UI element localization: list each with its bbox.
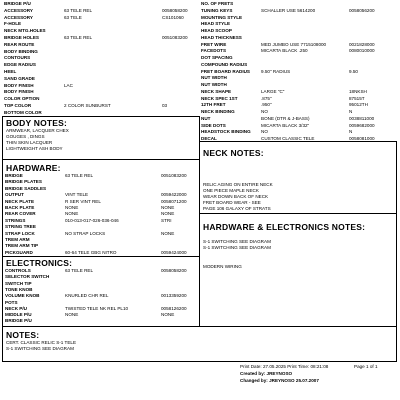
print-date: Print Date: 27.05.2025 Print Time: 08:21:08 bbox=[240, 364, 329, 369]
spec-code: 0080010000 bbox=[349, 48, 375, 54]
spec-row bbox=[199, 15, 397, 21]
body-notes-box bbox=[2, 116, 200, 160]
spec-label: SIDE DOTS bbox=[201, 122, 226, 128]
spec-value: 63 TELE REL bbox=[65, 173, 94, 178]
note-line: CERT. CLASSIC RELIC S-1 TELE bbox=[6, 340, 77, 345]
spec-label: ACCESSORY bbox=[4, 14, 33, 20]
spec-row bbox=[3, 312, 199, 318]
spec-row bbox=[199, 42, 397, 48]
spec-label: BRIDGE SADDLES bbox=[5, 185, 47, 191]
electronics-spec-list bbox=[3, 268, 199, 326]
spec-value: KNURLED CHR REL bbox=[65, 293, 109, 299]
spec-label: NUT bbox=[201, 115, 211, 121]
spec-value: 010-013-017-026-036-046 bbox=[65, 217, 119, 223]
hardware-spec-list bbox=[3, 173, 199, 257]
spec-code: 0059682000 bbox=[349, 122, 375, 128]
body-spec-list bbox=[2, 0, 199, 118]
spec-label: EDGE RADIUS bbox=[4, 62, 36, 68]
spec-code: 0038811000 bbox=[349, 115, 375, 121]
spec-row bbox=[3, 192, 199, 198]
spec-row bbox=[199, 109, 397, 115]
spec-value: MED JUMBO USE 7715108000 bbox=[261, 41, 327, 47]
spec-row bbox=[3, 268, 199, 274]
spec-value: 63 TELE REL bbox=[64, 35, 93, 40]
spec-row bbox=[2, 42, 199, 48]
created-by bbox=[240, 371, 292, 377]
spec-code: 18NKSH bbox=[349, 88, 367, 94]
spec-row bbox=[199, 1, 397, 7]
spec-label: BRIDGE P/U bbox=[4, 1, 31, 6]
hw-note-line: S-1 SWITCHING SEE DIAGRAM bbox=[203, 239, 271, 244]
spec-label: COMPOUND RADIUS bbox=[201, 61, 248, 67]
spec-value: NONE bbox=[65, 211, 79, 217]
spec-row bbox=[3, 306, 199, 312]
spec-row bbox=[3, 293, 199, 299]
spec-row bbox=[2, 96, 199, 102]
spec-label: BRIDGE bbox=[5, 173, 23, 178]
spec-value: NONE bbox=[65, 205, 79, 210]
spec-code: 0013359200 bbox=[161, 293, 187, 299]
spec-label: REAR ROUTE bbox=[4, 41, 35, 47]
spec-label: HEAD SCOOP bbox=[201, 28, 232, 33]
neck-notes-box bbox=[199, 141, 397, 214]
spec-value: 60-64 TELE GBG NITRO bbox=[65, 249, 117, 255]
spec-label: NO. OF FRETS bbox=[201, 1, 234, 6]
spec-label: NECK PLATE bbox=[5, 198, 35, 204]
spec-label: STRING TREE bbox=[5, 224, 36, 230]
spec-value: .875" bbox=[261, 95, 272, 101]
spec-label: NUT WIDTH bbox=[201, 75, 227, 81]
spec-label: BRIDGE P/U bbox=[5, 318, 32, 324]
spec-label: SWITCH TIP bbox=[5, 280, 32, 286]
spec-row bbox=[199, 55, 397, 61]
neck-note-line: RELIC AGING ON ENTIRE NECK bbox=[203, 182, 273, 187]
spec-value: NONE bbox=[65, 312, 79, 318]
spec-label: DOT SPACING bbox=[201, 55, 233, 60]
spec-code: 0058058200 bbox=[162, 7, 188, 13]
spec-value: LARGE "C" bbox=[261, 88, 285, 94]
spec-code: N bbox=[349, 129, 353, 135]
spec-row bbox=[2, 28, 199, 34]
spec-row bbox=[3, 287, 199, 293]
spec-label: CONTROLS bbox=[5, 268, 31, 273]
spec-code: 9.50 bbox=[349, 68, 358, 74]
spec-label: NECK BINDING bbox=[201, 109, 235, 114]
spec-value: SCHALLER USE 5614200 bbox=[261, 7, 316, 13]
spec-row bbox=[2, 49, 199, 55]
spec-row bbox=[2, 55, 199, 61]
spec-row bbox=[3, 281, 199, 287]
spec-row bbox=[199, 82, 397, 88]
hw-notes-title: HARDWARE & ELECTRONICS NOTES: bbox=[203, 222, 366, 232]
spec-label: FRET BOARD RADIUS bbox=[201, 68, 250, 74]
spec-label: BODY FINISH bbox=[4, 82, 34, 88]
spec-row bbox=[3, 199, 199, 205]
spec-label: STRAP LOCK bbox=[5, 230, 35, 236]
spec-row bbox=[2, 110, 199, 116]
spec-value: NO STRAP LOCKS bbox=[65, 230, 106, 236]
spec-code: 0058058200 bbox=[161, 268, 187, 273]
spec-row bbox=[2, 89, 199, 95]
spec-label: NECK P/U bbox=[5, 305, 27, 311]
page-number: Page 1 of 1 bbox=[354, 364, 378, 369]
spec-row bbox=[199, 116, 397, 122]
spec-row bbox=[199, 48, 397, 54]
spec-label: HEAD STYLE bbox=[201, 21, 231, 27]
neck-note-line: WEAR DOWN BACK OF NECK bbox=[203, 194, 269, 199]
spec-row bbox=[3, 237, 199, 243]
spec-code: 0051083200 bbox=[161, 173, 187, 178]
changed-by bbox=[240, 378, 319, 384]
spec-code: 0058071200 bbox=[161, 198, 187, 204]
spec-label: TREM ARM bbox=[5, 237, 30, 242]
spec-code: N bbox=[349, 109, 353, 114]
spec-code: CS101060 bbox=[162, 14, 184, 20]
spec-code: NONE bbox=[161, 230, 175, 236]
spec-row bbox=[199, 35, 397, 41]
body-notes-title: BODY NOTES: bbox=[6, 118, 68, 128]
spec-row bbox=[2, 69, 199, 75]
spec-label: ACCESSORY bbox=[4, 7, 33, 13]
hw-note-line: MODERN WIRING bbox=[203, 264, 242, 269]
spec-value: R SER VINT REL bbox=[65, 198, 101, 204]
spec-row bbox=[3, 205, 199, 211]
spec-code: NONE bbox=[161, 312, 175, 318]
spec-row bbox=[2, 8, 199, 14]
spec-row bbox=[3, 186, 199, 192]
body-note-line: LIGHTWEIGHT ASH BODY bbox=[6, 146, 63, 151]
body-note-line: THIN SKIN LACQUER bbox=[6, 140, 53, 145]
spec-row bbox=[3, 243, 199, 249]
electronics-box bbox=[2, 256, 200, 327]
spec-label: REAR COVER bbox=[5, 211, 36, 217]
spec-row bbox=[2, 1, 199, 7]
spec-label: COLOR OPTION bbox=[4, 96, 40, 102]
spec-value: MICARTA BLACK .250 bbox=[261, 48, 308, 54]
spec-label: STRINGS bbox=[5, 217, 26, 223]
spec-label: MIDDLE P/U bbox=[5, 312, 32, 318]
spec-value: NO bbox=[261, 129, 268, 135]
spec-row bbox=[3, 224, 199, 230]
spec-label: TONE KNOB bbox=[5, 286, 33, 292]
note-line: S-1 SWITCHING SEE DIAGRAM bbox=[6, 346, 74, 351]
spec-label: POTS bbox=[5, 299, 18, 305]
neck-spec-list bbox=[199, 0, 397, 142]
spec-label: 12TH FRET bbox=[201, 102, 226, 108]
spec-row bbox=[2, 76, 199, 82]
spec-label: HEEL bbox=[4, 69, 17, 74]
spec-label: OUTPUT bbox=[5, 192, 24, 198]
spec-code: 87515T bbox=[349, 95, 365, 101]
spec-code: 0058056200 bbox=[349, 7, 375, 13]
spec-code: 03 bbox=[162, 103, 168, 108]
spec-label: NUT WIDTH bbox=[201, 82, 227, 87]
spec-row bbox=[3, 300, 199, 306]
spec-label: NECK SPEC 1ST bbox=[201, 95, 238, 101]
spec-label: NECK MTG.HOLES bbox=[4, 28, 46, 34]
spec-label: BRIDGE PLATES bbox=[5, 179, 42, 185]
electronics-title: ELECTRONICS: bbox=[6, 258, 73, 268]
spec-row bbox=[199, 129, 397, 135]
spec-label: BODY BINDING bbox=[4, 48, 38, 54]
spec-row bbox=[199, 69, 397, 75]
spec-label: VOLUME KNOB bbox=[5, 293, 40, 299]
spec-code: 95012TH bbox=[349, 102, 368, 108]
spec-label: TUNING KEYS bbox=[201, 7, 233, 13]
spec-row bbox=[199, 8, 397, 14]
spec-code: 0021828000 bbox=[349, 41, 375, 47]
spec-value: 63 TELE bbox=[64, 14, 82, 20]
spec-label: F-HOLE bbox=[4, 21, 22, 27]
spec-row bbox=[199, 89, 397, 95]
spec-row bbox=[199, 102, 397, 108]
spec-value: 9.50" RADIUS bbox=[261, 68, 291, 74]
notes-box bbox=[2, 326, 397, 362]
spec-value: TWISTED TELE NK REL PL10 bbox=[65, 305, 129, 311]
spec-row bbox=[2, 83, 199, 89]
spec-label: PICKGUARD bbox=[5, 249, 33, 255]
spec-label: SAND GRADE bbox=[4, 75, 35, 81]
changed-by-text: Changed by: JREYNOSO 25.07.2007 bbox=[240, 378, 319, 383]
spec-label: TREM ARM TIP bbox=[5, 243, 39, 249]
spec-code: 0058081000 bbox=[349, 136, 375, 141]
spec-label: FRET WIRE bbox=[201, 41, 227, 47]
spec-label: BOTTOM COLOR bbox=[4, 109, 42, 115]
neck-note-line: PAGE 106 GALAXY OF STRATS bbox=[203, 206, 271, 211]
spec-value: 63 TELE REL bbox=[64, 7, 93, 13]
spec-row bbox=[3, 173, 199, 179]
spec-row bbox=[2, 35, 199, 41]
spec-row bbox=[3, 250, 199, 256]
spec-row bbox=[199, 28, 397, 34]
spec-value: BONE (DTR & J-BASS) bbox=[261, 115, 310, 121]
spec-row bbox=[199, 21, 397, 27]
spec-label: BRIDGE HOLES bbox=[4, 35, 39, 40]
spec-value: CUSTOM CLASSIC TELE bbox=[261, 136, 315, 141]
spec-row bbox=[3, 211, 199, 217]
spec-row bbox=[199, 96, 397, 102]
spec-code: 0059424000 bbox=[161, 249, 187, 255]
spec-row bbox=[2, 21, 199, 27]
spec-code: 0051083200 bbox=[162, 35, 188, 40]
hardware-title: HARDWARE: bbox=[6, 163, 61, 173]
spec-label: HEAD THICKNESS bbox=[201, 34, 242, 40]
spec-value: VINT TELE bbox=[65, 192, 89, 198]
spec-row bbox=[2, 103, 199, 109]
hardware-box bbox=[2, 159, 200, 257]
spec-label: TOP COLOR bbox=[4, 103, 32, 108]
body-note-line: ARMWEAR, LACQUER CHEX bbox=[6, 128, 69, 133]
spec-label: BODY FINISH bbox=[4, 89, 34, 95]
neck-note-line: FRET BOARD WEAR - SEE bbox=[203, 200, 261, 205]
spec-code: 0059422000 bbox=[161, 192, 187, 198]
spec-value: .950" bbox=[261, 102, 272, 108]
spec-value: NO bbox=[261, 109, 268, 114]
spec-label: DECAL bbox=[201, 136, 217, 141]
hw-note-line: S-1 SWITCHING SEE DIAGRAM bbox=[203, 245, 271, 250]
body-note-line: GOUGES , DINGS bbox=[6, 134, 45, 139]
spec-row bbox=[3, 274, 199, 280]
spec-row bbox=[199, 62, 397, 68]
spec-code: NONE bbox=[161, 211, 175, 217]
spec-code: STRI bbox=[161, 217, 172, 223]
spec-sheet bbox=[2, 0, 397, 400]
spec-row bbox=[3, 179, 199, 185]
spec-label: NECK SHAPE bbox=[201, 88, 232, 94]
spec-label: BACK PLATE bbox=[5, 205, 35, 210]
spec-label: CONTOURS bbox=[4, 55, 31, 61]
hw-notes-box bbox=[199, 213, 397, 327]
spec-code: NONE bbox=[161, 205, 175, 210]
spec-row bbox=[3, 318, 199, 324]
spec-row bbox=[3, 231, 199, 237]
spec-row bbox=[199, 123, 397, 129]
spec-label: HEADSTOCK BINDING bbox=[201, 129, 251, 135]
spec-value: 63 TELE REL bbox=[65, 268, 94, 273]
spec-row bbox=[199, 75, 397, 81]
neck-note-line: ONE PIECE MAPLE NECK bbox=[203, 188, 259, 193]
neck-notes-title: NECK NOTES: bbox=[203, 148, 264, 158]
spec-label: FACEDOTS bbox=[201, 48, 227, 54]
spec-value: 2 COLOR SUNBURST bbox=[64, 103, 111, 108]
spec-label: SELECTOR SWITCH bbox=[5, 274, 50, 280]
spec-code: 0058126200 bbox=[161, 305, 187, 311]
spec-row bbox=[2, 62, 199, 68]
spec-value: MICARTA BLACK 3/32" bbox=[261, 122, 310, 128]
spec-row bbox=[2, 15, 199, 21]
spec-row bbox=[3, 218, 199, 224]
notes-title: NOTES: bbox=[6, 330, 40, 340]
created-by-text: Created by: JREYNOSO bbox=[240, 371, 293, 376]
spec-label: MOUNTING STYLE bbox=[201, 14, 243, 20]
spec-value: LAC bbox=[64, 82, 73, 88]
